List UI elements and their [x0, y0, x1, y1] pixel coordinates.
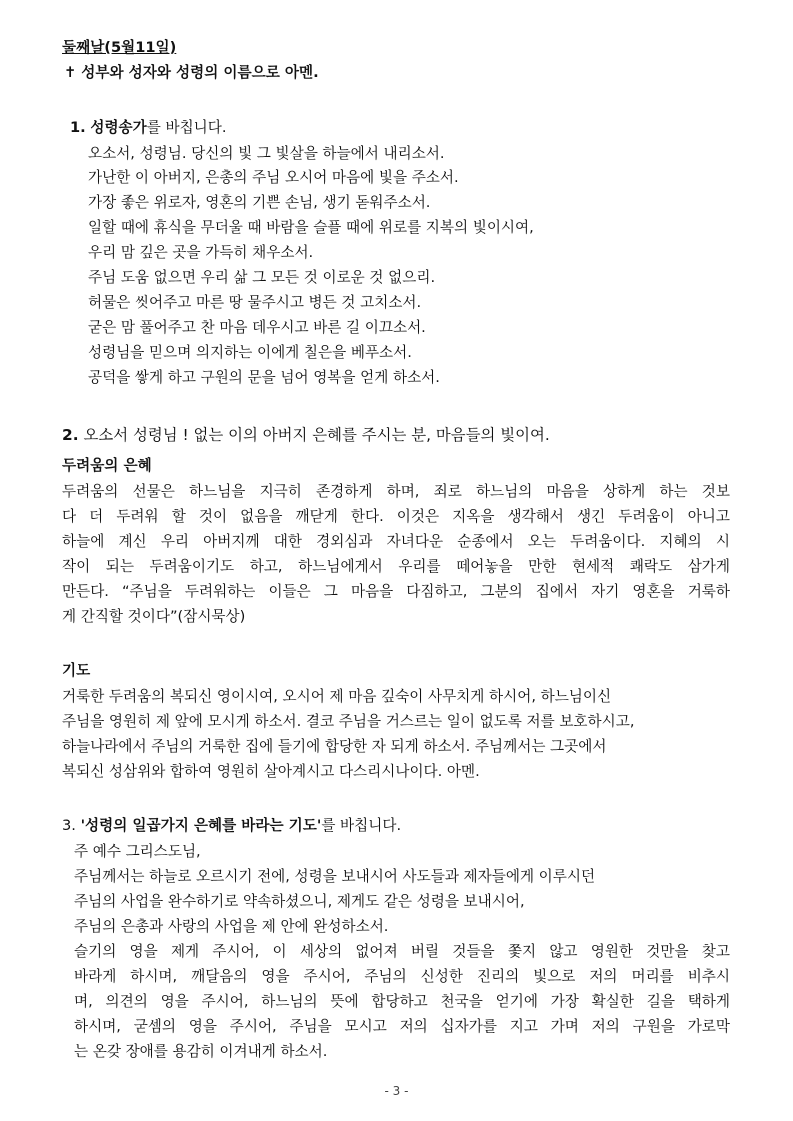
paragraph-line: 복되신 성삼위와 합하여 영원히 살아계시고 다스리시나이다. 아멘.	[62, 763, 480, 780]
page-number: - 3 -	[384, 1084, 409, 1098]
sign-of-cross-line: ✝ 성부와 성자와 성령의 이름으로 아멘.	[64, 64, 319, 81]
prayer-line: 바라게 하시며, 깨달음의 영을 주시어, 주님의 신성한 진리의 빛으로 저의 머리를 비추시	[74, 968, 730, 985]
section3-number: 3.	[62, 817, 76, 834]
paragraph-line: 두려움의 선물은 하느님을 지극히 존경하게 하며, 죄로 하느님의 마음을 상하게 하는 것보	[62, 483, 730, 500]
hymn-line: 일할 때에 휴식을 무더울 때 바람을 슬플 때에 위로를 지복의 빛이시여,	[88, 219, 534, 236]
prayer-line: 주님의 사업을 완수하기로 약속하셨으니, 제게도 같은 성령을 보내시어,	[74, 893, 525, 910]
prayer-line: 주 예수 그리스도님,	[74, 843, 201, 860]
gift-heading: 두려움의 은혜	[62, 457, 152, 474]
hymn-line: 가난한 이 아버지, 은총의 주님 오시어 마음에 빛을 주소서.	[88, 169, 459, 186]
paragraph-line: 작이 되는 두려움이기도 하고, 하느님에게서 우리를 떼어놓을 만한 현세적 쾌락도 삼가게	[62, 558, 730, 575]
section1-heading	[70, 118, 227, 138]
paragraph-line: 하늘에 계신 우리 아버지께 대한 경외심과 자녀다운 순종에서 오는 두려움이다. 지혜의 시	[62, 533, 730, 550]
prayer-line: 주님의 은총과 사랑의 사업을 제 안에 완성하소서.	[74, 918, 389, 935]
paragraph-line: 주님을 영원히 제 앞에 모시게 하소서. 결코 주님을 거스르는 일이 없도록 저를 보호하시고,	[62, 713, 635, 730]
prayer-line: 하시며, 굳셈의 영을 주시어, 주님을 모시고 저의 십자가를 지고 가며 저의 구원을 가로막	[74, 1018, 730, 1035]
hymn-line: 우리 맘 깊은 곳을 가득히 채우소서.	[88, 244, 314, 261]
section3-heading	[62, 816, 401, 836]
hymn-line: 가장 좋은 위로자, 영혼의 기쁜 손님, 생기 돋워주소서.	[88, 194, 431, 211]
section1-title-rest: 를 바칩니다.	[146, 119, 227, 136]
section3-title-rest: 를 바칩니다.	[321, 817, 402, 834]
day-title: 둘째날(5월11일)	[62, 39, 177, 56]
section1-title: 성령송가	[90, 119, 147, 136]
paragraph-line: 다 더 두려워 할 것이 없음을 깨닫게 한다. 이것은 지옥을 생각해서 생긴 두려움이 아니고	[62, 508, 730, 525]
prayer-line: 슬기의 영을 제게 주시어, 이 세상의 없어져 버릴 것들을 쫓지 않고 영원한 것만을 찾고	[74, 943, 730, 960]
section2-intro-text: 오소서 성령님 ! 없는 이의 아버지 은혜를 주시는 분, 마음들의 빛이여.	[83, 426, 550, 444]
hymn-line: 성령님을 믿으며 의지하는 이에게 칠은을 베푸소서.	[88, 344, 412, 361]
section2-intro	[62, 425, 550, 445]
paragraph-line: 거룩한 두려움의 복되신 영이시여, 오시어 제 마음 깊숙이 사무치게 하시어, 하느님이신	[62, 688, 612, 705]
prayer-heading: 기도	[62, 662, 91, 679]
prayer-line: 는 온갖 장애를 용감히 이겨내게 하소서.	[74, 1043, 328, 1060]
section1-number: 1.	[70, 119, 86, 136]
prayer-line: 며, 의견의 영을 주시어, 하느님의 뜻에 합당하고 천국을 얻기에 가장 확실한 길을 택하게	[74, 993, 730, 1010]
prayer-line: 주님께서는 하늘로 오르시기 전에, 성령을 보내시어 사도들과 제자들에게 이루시던	[74, 868, 596, 885]
hymn-line: 굳은 맘 풀어주고 찬 마음 데우시고 바른 길 이끄소서.	[88, 319, 426, 336]
hymn-line: 주님 도움 없으면 우리 삶 그 모든 것 이로운 것 없으리.	[88, 269, 436, 286]
section3-title: '성령의 일곱가지 은혜를 바라는 기도'	[80, 817, 322, 834]
hymn-line: 오소서, 성령님. 당신의 빛 그 빛살을 하늘에서 내리소서.	[88, 145, 445, 162]
paragraph-line: 게 간직할 것이다”(잠시묵상)	[62, 608, 246, 625]
paragraph-line: 하늘나라에서 주님의 거룩한 집에 들기에 합당한 자 되게 하소서. 주님께서는 그곳에서	[62, 738, 607, 755]
hymn-line: 공덕을 쌓게 하고 구원의 문을 넘어 영복을 얻게 하소서.	[88, 369, 440, 386]
section2-number: 2.	[62, 426, 79, 444]
hymn-line: 허물은 씻어주고 마른 땅 물주시고 병든 것 고치소서.	[88, 294, 422, 311]
paragraph-line: 만든다. “주님을 두려워하는 이들은 그 마음을 다짐하고, 그분의 집에서 자기 영혼을 거룩하	[62, 583, 730, 600]
